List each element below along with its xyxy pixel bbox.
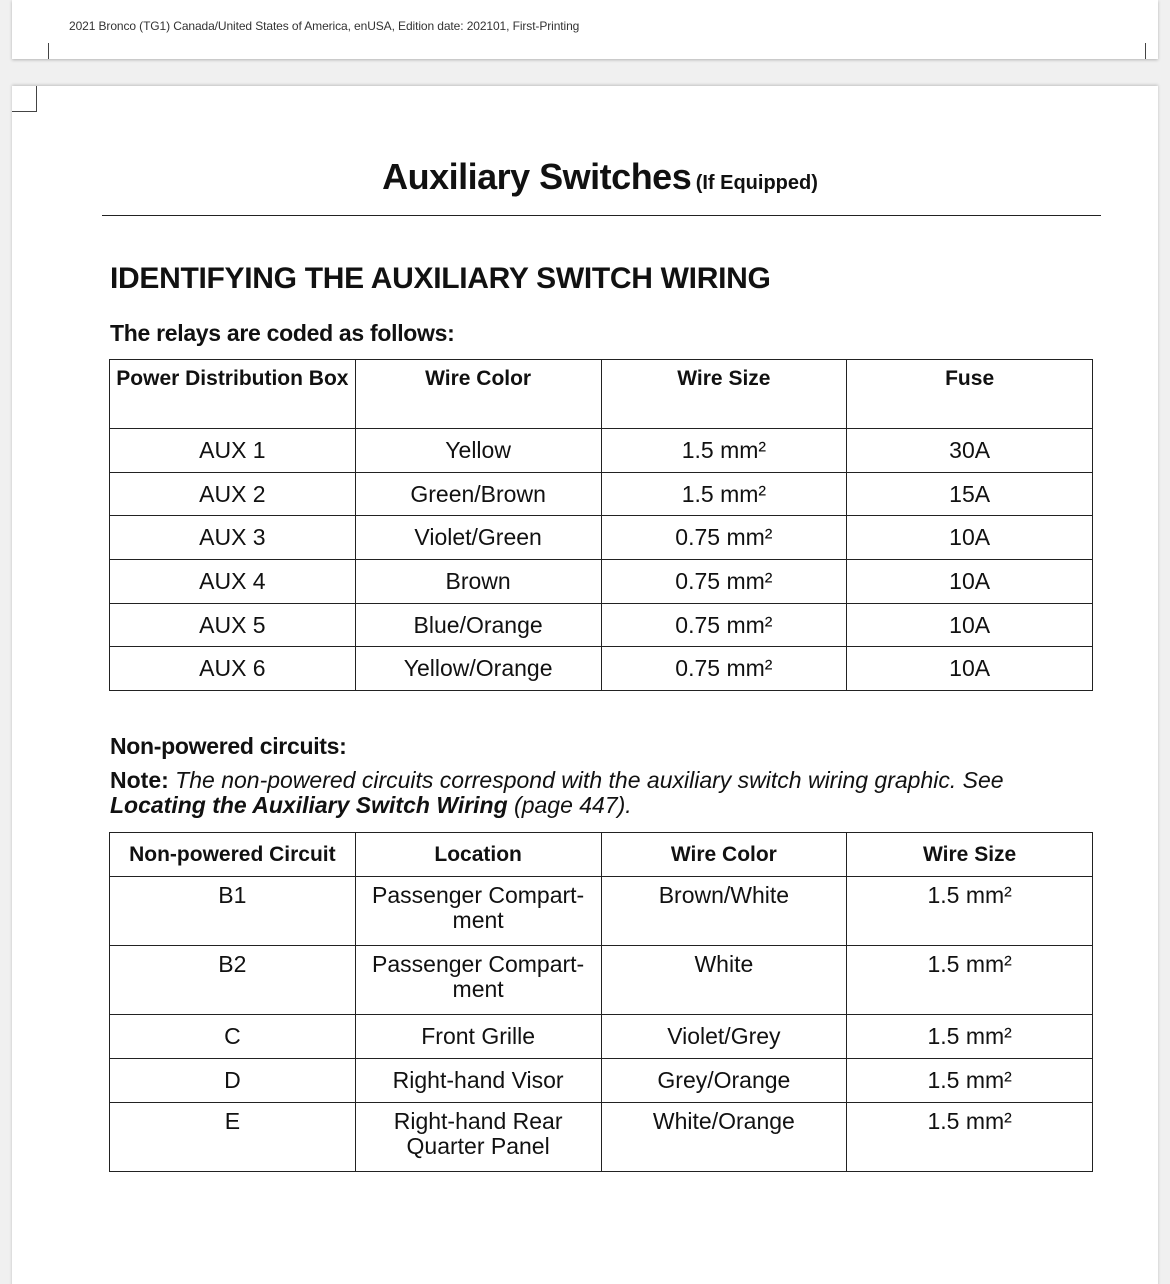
table-cell: C <box>110 1015 356 1059</box>
cross-reference-link[interactable]: Locating the Auxiliary Switch Wiring <box>110 792 508 818</box>
column-header: Location <box>355 833 601 877</box>
crop-mark <box>48 43 49 59</box>
column-header: Wire Color <box>601 833 847 877</box>
table-cell: Blue/Orange <box>355 603 601 647</box>
table-row <box>110 946 1093 1015</box>
table-cell: AUX 6 <box>110 647 356 691</box>
table-cell: Violet/Grey <box>601 1015 847 1059</box>
table-cell: 1.5 mm² <box>847 1059 1093 1103</box>
crop-mark <box>1145 43 1146 59</box>
chapter-title-main: Auxiliary Switches <box>382 156 692 197</box>
table-cell: 15A <box>847 472 1093 516</box>
table-cell: AUX 2 <box>110 472 356 516</box>
title-divider <box>102 215 1101 216</box>
table-cell: B1 <box>110 877 356 946</box>
note-text: The non-powered circuits correspond with the auxiliary switch wiring graphic. See <box>175 767 1004 793</box>
non-powered-circuit-table <box>109 832 1093 1172</box>
table-cell: Brown <box>355 560 601 604</box>
table-cell: 0.75 mm² <box>601 516 847 560</box>
table-row <box>110 647 1093 691</box>
table-cell: 30A <box>847 429 1093 473</box>
section-heading: IDENTIFYING THE AUXILIARY SWITCH WIRING <box>110 262 771 295</box>
previous-page <box>12 0 1158 59</box>
table-cell: Right-hand Rear Quarter Panel <box>355 1103 601 1172</box>
crop-mark <box>12 111 37 112</box>
table-cell: Yellow <box>355 429 601 473</box>
page-reference: (page 447). <box>514 792 632 818</box>
table-cell: AUX 1 <box>110 429 356 473</box>
table-cell: White <box>601 946 847 1015</box>
table-row <box>110 429 1093 473</box>
relays-intro: The relays are coded as follows: <box>110 320 455 346</box>
table-cell: Brown/White <box>601 877 847 946</box>
table-cell: 1.5 mm² <box>601 472 847 516</box>
column-header: Wire Color <box>355 360 601 429</box>
table-cell: 0.75 mm² <box>601 603 847 647</box>
table-cell: 10A <box>847 560 1093 604</box>
table-cell: Yellow/Orange <box>355 647 601 691</box>
table-cell: Passenger Compart-ment <box>355 946 601 1015</box>
table-row <box>110 1059 1093 1103</box>
table-cell: AUX 3 <box>110 516 356 560</box>
chapter-title <box>12 156 1170 198</box>
table-header-row <box>110 360 1093 429</box>
table-cell: B2 <box>110 946 356 1015</box>
crop-mark <box>36 86 37 111</box>
table-row <box>110 1015 1093 1059</box>
table-cell: D <box>110 1059 356 1103</box>
table-cell: AUX 5 <box>110 603 356 647</box>
table-header-row <box>110 833 1093 877</box>
table-cell: 1.5 mm² <box>847 1103 1093 1172</box>
table-row <box>110 472 1093 516</box>
table-cell: Violet/Green <box>355 516 601 560</box>
table-row <box>110 560 1093 604</box>
column-header: Fuse <box>847 360 1093 429</box>
table-cell: 0.75 mm² <box>601 647 847 691</box>
relay-table <box>109 359 1093 691</box>
column-header: Non-powered Circuit <box>110 833 356 877</box>
column-header: Power Distribution Box <box>110 360 356 429</box>
column-header: Wire Size <box>847 833 1093 877</box>
table-cell: 0.75 mm² <box>601 560 847 604</box>
table-row <box>110 877 1093 946</box>
non-powered-heading: Non-powered circuits: <box>110 733 347 759</box>
table-cell: AUX 4 <box>110 560 356 604</box>
table-cell: E <box>110 1103 356 1172</box>
table-cell: Green/Brown <box>355 472 601 516</box>
table-cell: White/Orange <box>601 1103 847 1172</box>
table-row <box>110 1103 1093 1172</box>
table-cell: 10A <box>847 647 1093 691</box>
table-cell: Front Grille <box>355 1015 601 1059</box>
page-footer: 2021 Bronco (TG1) Canada/United States of America, enUSA, Edition date: 202101, First-Printing <box>69 19 580 33</box>
table-cell: Grey/Orange <box>601 1059 847 1103</box>
table-row <box>110 516 1093 560</box>
note-label: Note: <box>110 767 169 793</box>
table-cell: 1.5 mm² <box>847 1015 1093 1059</box>
table-cell: 10A <box>847 516 1093 560</box>
chapter-title-qualifier: (If Equipped) <box>695 172 818 194</box>
table-cell: 1.5 mm² <box>601 429 847 473</box>
table-cell: Right-hand Visor <box>355 1059 601 1103</box>
table-cell: 10A <box>847 603 1093 647</box>
table-cell: Passenger Compart-ment <box>355 877 601 946</box>
current-page <box>12 86 1158 1284</box>
column-header: Wire Size <box>601 360 847 429</box>
table-row <box>110 603 1093 647</box>
note-paragraph <box>110 768 1100 818</box>
table-cell: 1.5 mm² <box>847 946 1093 1015</box>
table-cell: 1.5 mm² <box>847 877 1093 946</box>
